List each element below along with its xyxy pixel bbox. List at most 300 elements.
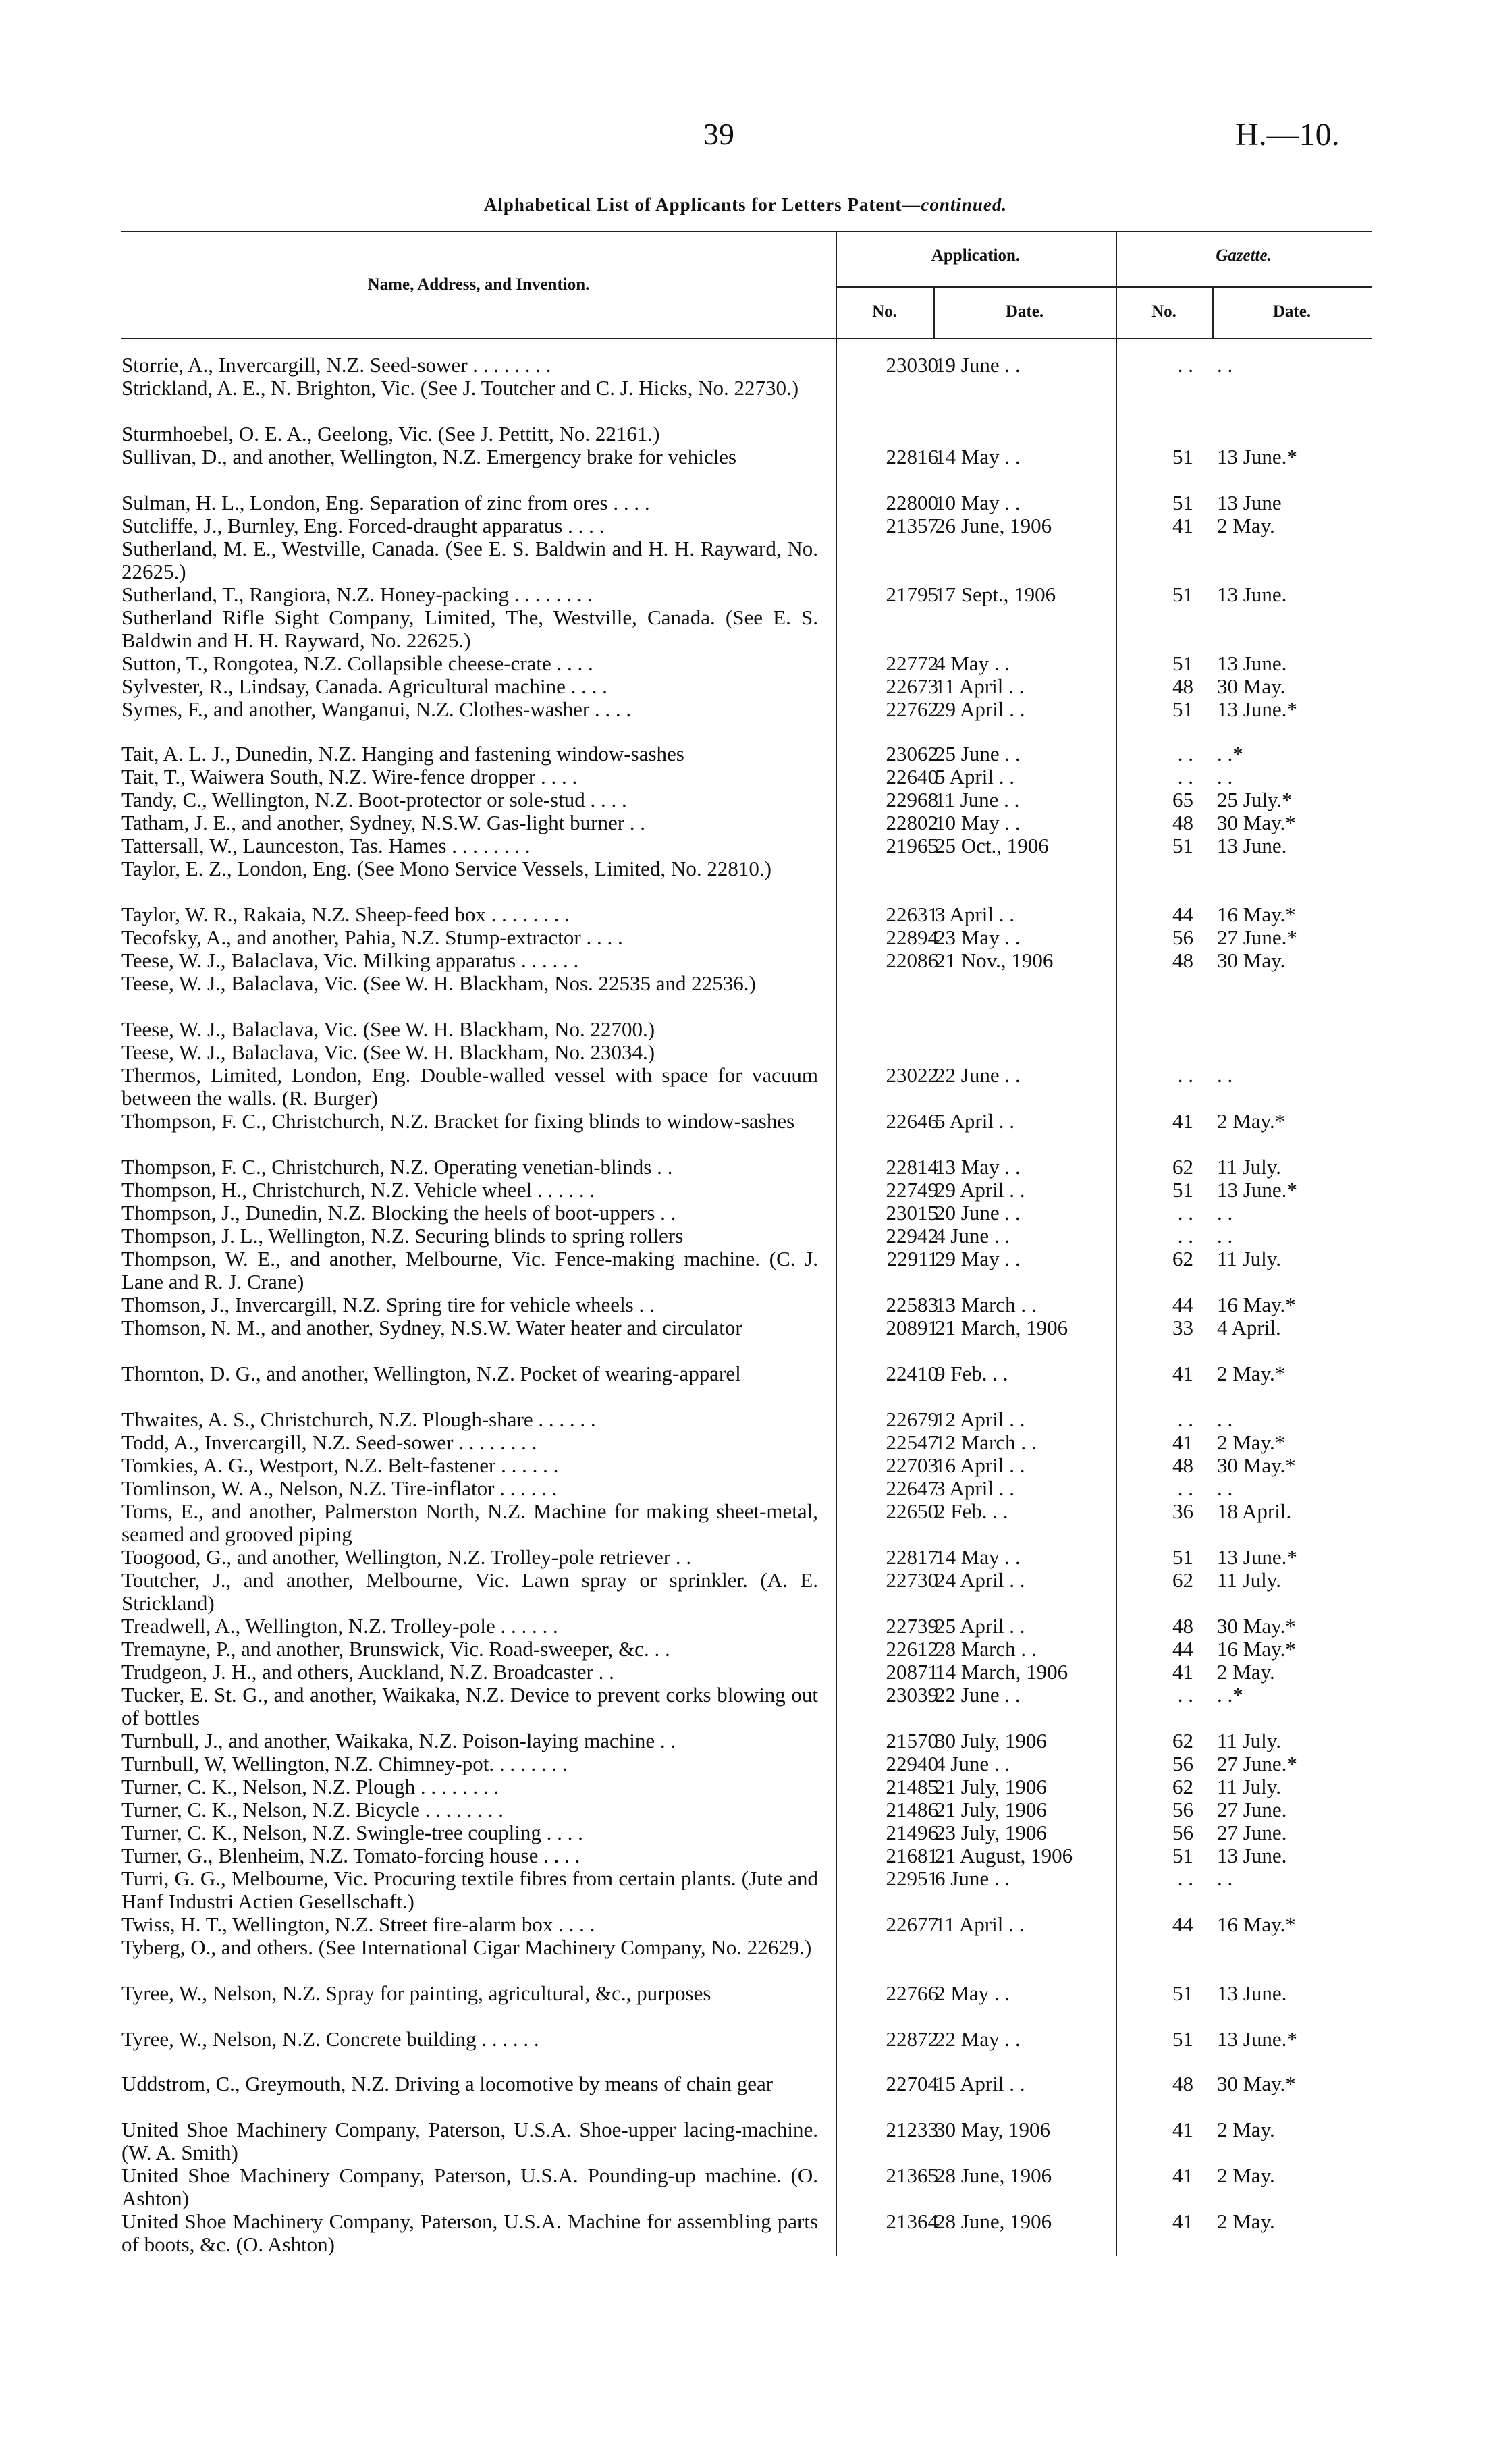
- applicant-entry: Symes, F., and another, Wanganui, N.Z. Clothes-washer . . . .: [121, 697, 632, 721]
- table-row: [0, 491, 1491, 514]
- gazette-number: 33: [1172, 1316, 1193, 1339]
- gazette-number: 41: [1172, 514, 1193, 537]
- table-row: [0, 2028, 1491, 2051]
- gazette-number: 51: [1172, 834, 1193, 857]
- application-number: 22086: [886, 948, 938, 972]
- table-row: [0, 514, 1491, 537]
- gazette-number: 62: [1172, 1568, 1193, 1592]
- application-date: 17 Sept., 1906: [935, 583, 1056, 606]
- application-date: 28 June, 1906: [935, 2209, 1052, 2233]
- application-number: 22942: [886, 1224, 938, 1248]
- gazette-number: 62: [1172, 1775, 1193, 1798]
- gazette-date: 27 June.: [1217, 1798, 1287, 1821]
- application-number: 22802: [886, 811, 938, 834]
- application-date: 9 Feb. . .: [935, 1362, 1008, 1385]
- application-number: 22583: [886, 1293, 938, 1316]
- gazette-number: 51: [1172, 583, 1193, 606]
- gazette-number: 51: [1172, 2027, 1193, 2051]
- gazette-date: 27 June.*: [1217, 926, 1297, 949]
- applicant-entry: Thompson, F. C., Christchurch, N.Z. Bracket for fixing blinds to window-sashes: [121, 1109, 795, 1133]
- application-date: 23 July, 1906: [935, 1821, 1047, 1844]
- gazette-number: 56: [1172, 1798, 1193, 1821]
- gazette-date: 13 June.*: [1217, 2027, 1297, 2051]
- application-number: 22640: [886, 765, 938, 788]
- applicant-entry: Teese, W. J., Balaclava, Vic. (See W. H. Blackham, No. 23034.): [121, 1040, 655, 1064]
- gazette-date: 13 June.: [1217, 834, 1287, 857]
- table-row: [0, 857, 1491, 903]
- applicant-entry: Tait, T., Waiwera South, N.Z. Wire-fence dropper . . . .: [121, 765, 578, 788]
- applicant-entry: Sutherland, M. E., Westville, Canada. (See E. S. Baldwin and H. H. Rayward, No. 22625.): [121, 537, 818, 583]
- gazette-number: 41: [1172, 1109, 1193, 1133]
- gazette-date: . .: [1217, 1201, 1233, 1225]
- gazette-date: 30 May.: [1217, 948, 1286, 972]
- application-number: 21365: [886, 2164, 938, 2187]
- gazette-number: . .: [1177, 1408, 1193, 1431]
- application-date: 19 June . .: [935, 353, 1021, 377]
- header-top-rule: [121, 231, 1372, 232]
- header-gaz-no: No.: [1151, 302, 1176, 321]
- gazette-number: 48: [1172, 2072, 1193, 2095]
- application-number: 22679: [886, 1408, 938, 1431]
- gazette-number: 56: [1172, 1752, 1193, 1775]
- table-row: [0, 1156, 1491, 1179]
- applicant-entry: Tecofsky, A., and another, Pahia, N.Z. Stump-extractor . . . .: [121, 926, 623, 949]
- gazette-date: 16 May.*: [1217, 1293, 1296, 1316]
- table-row: [0, 1179, 1491, 1202]
- application-number: 23022: [886, 1063, 938, 1087]
- gazette-number: 51: [1172, 491, 1193, 514]
- applicant-entry: Twiss, H. T., Wellington, N.Z. Street fire-alarm box . . . .: [121, 1912, 595, 1936]
- table-row: [0, 2210, 1491, 2256]
- application-number: 22940: [886, 1752, 938, 1775]
- application-date: 29 May . .: [935, 1247, 1021, 1270]
- application-date: 3 April . .: [935, 903, 1014, 926]
- gazette-number: . .: [1177, 1063, 1193, 1087]
- application-date: 4 June . .: [935, 1224, 1010, 1248]
- table-row: [0, 1225, 1491, 1248]
- gazette-date: 11 July.: [1217, 1775, 1282, 1798]
- applicant-entry: Sulman, H. L., London, Eng. Separation of zinc from ores . . . .: [121, 491, 650, 514]
- gazette-date: . .: [1217, 765, 1233, 788]
- applicant-entry: United Shoe Machinery Company, Paterson, U.S.A. Shoe-upper lacing-machine. (W. A. Smith): [121, 2118, 818, 2164]
- application-number: 22951: [886, 1867, 938, 1890]
- applicant-entry: Turri, G. G., Melbourne, Vic. Procuring textile fibres from certain plants. (Jute and Hanf Industri Actien Gesellschaft.): [121, 1867, 818, 1913]
- application-number: 22631: [886, 903, 938, 926]
- application-date: 25 Oct., 1906: [935, 834, 1049, 857]
- application-number: 22817: [886, 1545, 938, 1569]
- application-date: 30 May, 1906: [935, 2118, 1051, 2141]
- page-number: 39: [703, 117, 734, 151]
- table-row: [0, 788, 1491, 811]
- table-row: [0, 1775, 1491, 1798]
- application-number: 20871: [886, 1660, 938, 1684]
- table-row: [0, 537, 1491, 583]
- application-date: 25 June . .: [935, 742, 1021, 766]
- applicant-entry: Thornton, D. G., and another, Wellington, N.Z. Pocket of wearing-apparel: [121, 1362, 741, 1385]
- gazette-date: 11 July.: [1217, 1729, 1282, 1752]
- gazette-date: 13 June.: [1217, 1981, 1287, 2005]
- table-row: [0, 926, 1491, 949]
- table-row: [0, 1569, 1491, 1615]
- gazette-date: 2 May.: [1217, 2164, 1275, 2187]
- applicant-entry: Thompson, F. C., Christchurch, N.Z. Operating venetian-blinds . .: [121, 1155, 673, 1179]
- table-row: [0, 1064, 1491, 1110]
- gazette-date: . .: [1217, 1867, 1233, 1890]
- gazette-date: 13 June.*: [1217, 445, 1297, 468]
- gazette-date: . .*: [1217, 1683, 1243, 1707]
- application-date: 20 June . .: [935, 1201, 1021, 1225]
- application-number: 22730: [886, 1568, 938, 1592]
- application-number: 22814: [886, 1155, 938, 1179]
- gazette-number: . .: [1177, 742, 1193, 766]
- table-row: [0, 1477, 1491, 1500]
- table-row: [0, 1316, 1491, 1362]
- gazette-number: 56: [1172, 1821, 1193, 1844]
- application-date: 23 May . .: [935, 926, 1021, 949]
- application-underline: [836, 286, 1372, 288]
- applicant-entry: Turnbull, J., and another, Waikaka, N.Z. Poison-laying machine . .: [121, 1729, 676, 1752]
- gazette-number: 44: [1172, 903, 1193, 926]
- gazette-number: 36: [1172, 1499, 1193, 1523]
- applicant-entry: Teese, W. J., Balaclava, Vic. (See W. H. Blackham, No. 22700.): [121, 1017, 655, 1041]
- table-row: [0, 1730, 1491, 1752]
- application-number: 21485: [886, 1775, 938, 1798]
- applicant-entry: Storrie, A., Invercargill, N.Z. Seed-sower . . . . . . . .: [121, 353, 551, 377]
- gazette-number: 41: [1172, 2209, 1193, 2233]
- page-title-suffix: —continued.: [902, 194, 1008, 215]
- table-row: [0, 423, 1491, 446]
- application-date: 26 June, 1906: [935, 514, 1052, 537]
- application-date: 10 May . .: [935, 811, 1021, 834]
- gazette-number: 48: [1172, 1453, 1193, 1477]
- application-date: 12 March . .: [935, 1430, 1037, 1454]
- header-gaz-date: Date.: [1272, 302, 1311, 321]
- application-date: 15 April . .: [935, 2072, 1025, 2095]
- applicant-entry: Turner, C. K., Nelson, N.Z. Swingle-tree coupling . . . .: [121, 1821, 583, 1844]
- applicant-entry: Thomson, J., Invercargill, N.Z. Spring tire for vehicle wheels . .: [121, 1293, 655, 1316]
- applicant-entry: Sutherland, T., Rangiora, N.Z. Honey-packing . . . . . . . .: [121, 583, 593, 606]
- table-row: [0, 1293, 1491, 1316]
- table-row: [0, 972, 1491, 1018]
- application-date: 13 March . .: [935, 1293, 1037, 1316]
- applicant-entry: Todd, A., Invercargill, N.Z. Seed-sower . . . . . . . .: [121, 1430, 537, 1454]
- application-date: 11 April . .: [935, 674, 1025, 698]
- gazette-date: 30 May.*: [1217, 2072, 1296, 2095]
- application-number: 22968: [886, 788, 938, 811]
- gazette-date: 13 June.*: [1217, 697, 1297, 721]
- gazette-number: 41: [1172, 1430, 1193, 1454]
- table-row: [0, 1661, 1491, 1684]
- application-number: 22872: [886, 2027, 938, 2051]
- application-date: 21 July, 1906: [935, 1775, 1047, 1798]
- gazette-date: 18 April.: [1217, 1499, 1292, 1523]
- application-number: 21681: [886, 1844, 938, 1867]
- application-number: 22647: [886, 1476, 938, 1500]
- applicant-entry: Tucker, E. St. G., and another, Waikaka, N.Z. Device to prevent corks blowing out of bottles: [121, 1683, 818, 1730]
- applicant-entry: Thompson, W. E., and another, Melbourne, Vic. Fence-making machine. (C. J. Lane and R. J. Crane): [121, 1247, 818, 1293]
- application-date: 5 April . .: [935, 1109, 1014, 1133]
- applicant-entry: Thompson, J. L., Wellington, N.Z. Securing blinds to spring rollers: [121, 1224, 684, 1248]
- gazette-date: . .: [1217, 1063, 1233, 1087]
- application-number: 22800: [886, 491, 938, 514]
- gazette-number: 62: [1172, 1247, 1193, 1270]
- applicant-entry: Thomson, N. M., and another, Sydney, N.S.W. Water heater and circulator: [121, 1316, 742, 1339]
- table-row: [0, 811, 1491, 834]
- applicant-entry: Thompson, J., Dunedin, N.Z. Blocking the heels of boot-uppers . .: [121, 1201, 676, 1225]
- page-title-text: Alphabetical List of Applicants for Letters Patent: [483, 194, 902, 215]
- application-date: 4 June . .: [935, 1752, 1010, 1775]
- gazette-date: 25 July.*: [1217, 788, 1293, 811]
- table-row: [0, 1684, 1491, 1730]
- gazette-number: . .: [1177, 765, 1193, 788]
- application-number: 21570: [886, 1729, 938, 1752]
- header-app-date: Date.: [1005, 302, 1044, 321]
- application-number: 22894: [886, 926, 938, 949]
- applicant-entry: Trudgeon, J. H., and others, Auckland, N.Z. Broadcaster . .: [121, 1660, 614, 1684]
- table-row: [0, 766, 1491, 788]
- gazette-date: . .: [1217, 353, 1233, 377]
- gazette-number: . .: [1177, 1867, 1193, 1890]
- application-number: 22816: [886, 445, 938, 468]
- gazette-date: 13 June.: [1217, 1844, 1287, 1867]
- table-row: [0, 1798, 1491, 1821]
- application-date: 28 June, 1906: [935, 2164, 1052, 2187]
- gazette-number: 41: [1172, 1362, 1193, 1385]
- application-date: 22 June . .: [935, 1063, 1021, 1087]
- table-row: [0, 1936, 1491, 1982]
- application-number: 22762: [886, 697, 938, 721]
- table-row: [0, 743, 1491, 766]
- application-date: 29 April . .: [935, 697, 1025, 721]
- applicant-entry: Tait, A. L. J., Dunedin, N.Z. Hanging and fastening window-sashes: [121, 742, 684, 766]
- table-row: [0, 1821, 1491, 1844]
- application-number: 21364: [886, 2209, 938, 2233]
- table-row: [0, 1431, 1491, 1454]
- gazette-number: . .: [1177, 1683, 1193, 1707]
- table-row: [0, 1018, 1491, 1041]
- application-number: 22677: [886, 1912, 938, 1936]
- table-row: [0, 2072, 1491, 2118]
- gazette-date: 2 May.: [1217, 514, 1275, 537]
- table-row: [0, 1454, 1491, 1477]
- application-date: 3 April . .: [935, 1476, 1014, 1500]
- gazette-number: 51: [1172, 1981, 1193, 2005]
- gazette-date: 13 June.: [1217, 583, 1287, 606]
- gazette-number: . .: [1177, 1476, 1193, 1500]
- table-row: [0, 1752, 1491, 1775]
- table-row: [0, 354, 1491, 377]
- table-row: [0, 834, 1491, 857]
- application-number: 22739: [886, 1614, 938, 1638]
- gazette-number: 51: [1172, 1178, 1193, 1202]
- gazette-number: 48: [1172, 674, 1193, 698]
- applicant-entry: Thermos, Limited, London, Eng. Double-walled vessel with space for vacuum between the walls. (R. Burger): [121, 1063, 818, 1110]
- application-number: 22646: [886, 1109, 938, 1133]
- application-date: 22 May . .: [935, 2027, 1021, 2051]
- applicant-entry: Sylvester, R., Lindsay, Canada. Agricultural machine . . . .: [121, 674, 607, 698]
- header-gazette: Gazette.: [1216, 246, 1272, 265]
- application-number: 22673: [886, 674, 938, 698]
- application-number: 21795: [886, 583, 938, 606]
- gazette-number: 51: [1172, 651, 1193, 675]
- application-date: 13 May . .: [935, 1155, 1021, 1179]
- table-row: [0, 606, 1491, 652]
- applicant-entry: Tyree, W., Nelson, N.Z. Concrete building . . . . . .: [121, 2027, 539, 2051]
- gazette-date: 16 May.*: [1217, 1637, 1296, 1661]
- application-date: 24 April . .: [935, 1568, 1025, 1592]
- application-number: 21496: [886, 1821, 938, 1844]
- application-date: 21 March, 1906: [935, 1316, 1068, 1339]
- gazette-date: 2 May.*: [1217, 1109, 1286, 1133]
- application-date: 30 July, 1906: [935, 1729, 1047, 1752]
- gazette-date: . .: [1217, 1408, 1233, 1431]
- application-number: 22612: [886, 1637, 938, 1661]
- application-date: 22 June . .: [935, 1683, 1021, 1707]
- gazette-date: 2 May.: [1217, 2209, 1275, 2233]
- applicant-entry: Tomlinson, W. A., Nelson, N.Z. Tire-inflator . . . . . .: [121, 1476, 558, 1500]
- applicant-entry: Tremayne, P., and another, Brunswick, Vic. Road-sweeper, &c. . .: [121, 1637, 670, 1661]
- gazette-date: 2 May.: [1217, 2118, 1275, 2141]
- gazette-date: 11 July.: [1217, 1247, 1282, 1270]
- table-row: [0, 377, 1491, 423]
- gazette-number: . .: [1177, 1224, 1193, 1248]
- gazette-date: 4 April.: [1217, 1316, 1281, 1339]
- gazette-number: 62: [1172, 1729, 1193, 1752]
- table-row: [0, 583, 1491, 606]
- table-row: [0, 446, 1491, 491]
- application-number: 23039: [886, 1683, 938, 1707]
- page-title: [0, 194, 1491, 215]
- application-date: 21 August, 1906: [935, 1844, 1073, 1867]
- header-application: Application.: [931, 246, 1021, 265]
- applicant-entry: Teese, W. J., Balaclava, Vic. Milking apparatus . . . . . .: [121, 948, 579, 972]
- gazette-number: . .: [1177, 1201, 1193, 1225]
- gazette-number: 51: [1172, 1844, 1193, 1867]
- table-row: [0, 949, 1491, 972]
- table-row: [0, 652, 1491, 675]
- applicant-entry: Turner, G., Blenheim, N.Z. Tomato-forcing house . . . .: [121, 1844, 580, 1867]
- document-reference: H.—10.: [1235, 117, 1340, 153]
- application-number: 22410: [886, 1362, 938, 1385]
- table-row: [0, 698, 1491, 721]
- gazette-date: 13 June.*: [1217, 1545, 1297, 1569]
- applicant-table: [0, 354, 1491, 2256]
- gazette-number: 44: [1172, 1637, 1193, 1661]
- table-row: [0, 675, 1491, 698]
- application-number: 22766: [886, 1981, 938, 2005]
- gazette-date: 11 July.: [1217, 1568, 1282, 1592]
- gazette-number: 51: [1172, 697, 1193, 721]
- gazette-date: 13 June.: [1217, 651, 1287, 675]
- application-date: 25 April . .: [935, 1614, 1025, 1638]
- table-row: [0, 1500, 1491, 1546]
- applicant-entry: Tyree, W., Nelson, N.Z. Spray for painting, agricultural, &c., purposes: [121, 1981, 711, 2005]
- applicant-entry: Strickland, A. E., N. Brighton, Vic. (See J. Toutcher and C. J. Hicks, No. 22730.): [121, 376, 799, 400]
- table-row: [0, 2164, 1491, 2210]
- table-row: [0, 1638, 1491, 1661]
- application-number: 22650: [886, 1499, 938, 1523]
- application-date: 28 March . .: [935, 1637, 1037, 1661]
- gazette-date: 16 May.*: [1217, 903, 1296, 926]
- gazette-date: 2 May.: [1217, 1660, 1275, 1684]
- gazette-date: 30 May.: [1217, 674, 1286, 698]
- gazette-date: 11 July.: [1217, 1155, 1282, 1179]
- application-date: 2 May . .: [935, 1981, 1010, 2005]
- application-number: 22772: [886, 651, 938, 675]
- table-row: [0, 1913, 1491, 1936]
- table-row: [0, 1408, 1491, 1431]
- applicant-entry: United Shoe Machinery Company, Paterson, U.S.A. Pounding-up machine. (O. Ashton): [121, 2164, 818, 2210]
- gazette-number: 44: [1172, 1912, 1193, 1936]
- table-row: [0, 1110, 1491, 1156]
- table-row: [0, 1867, 1491, 1913]
- application-date: 14 May . .: [935, 445, 1021, 468]
- applicant-entry: Turnbull, W, Wellington, N.Z. Chimney-pot. . . . . . . .: [121, 1752, 568, 1775]
- application-number: 23062: [886, 742, 938, 766]
- gazette-date: 30 May.*: [1217, 811, 1296, 834]
- application-date: 5 April . .: [935, 765, 1014, 788]
- table-row: [0, 1041, 1491, 1064]
- gazette-number: 48: [1172, 1614, 1193, 1638]
- application-date: 11 April . .: [935, 1912, 1025, 1936]
- application-date: 10 May . .: [935, 491, 1021, 514]
- application-number: 23030: [886, 353, 938, 377]
- application-number: 21965: [886, 834, 938, 857]
- gazette-number: 62: [1172, 1155, 1193, 1179]
- application-number: 20891: [886, 1316, 938, 1339]
- application-date: 14 March, 1906: [935, 1660, 1068, 1684]
- gazette-date: 27 June.*: [1217, 1752, 1297, 1775]
- applicant-entry: Tyberg, O., and others. (See International Cigar Machinery Company, No. 22629.): [121, 1935, 812, 1959]
- table-row: [0, 1546, 1491, 1569]
- applicant-entry: Thwaites, A. S., Christchurch, N.Z. Plough-share . . . . . .: [121, 1408, 596, 1431]
- gazette-date: 2 May.*: [1217, 1430, 1286, 1454]
- application-date: 29 April . .: [935, 1178, 1025, 1202]
- application-number: 23015: [886, 1201, 938, 1225]
- applicant-entry: Thompson, H., Christchurch, N.Z. Vehicle wheel . . . . . .: [121, 1178, 595, 1202]
- applicant-entry: Toogood, G., and another, Wellington, N.Z. Trolley-pole retriever . .: [121, 1545, 692, 1569]
- applicant-entry: Toutcher, J., and another, Melbourne, Vic. Lawn spray or sprinkler. (A. E. Strickland): [121, 1568, 818, 1615]
- applicant-entry: Teese, W. J., Balaclava, Vic. (See W. H. Blackham, Nos. 22535 and 22536.): [121, 971, 756, 995]
- gazette-date: 30 May.*: [1217, 1614, 1296, 1638]
- application-number: 22911: [886, 1247, 938, 1270]
- applicant-entry: Sullivan, D., and another, Wellington, N.Z. Emergency brake for vehicles: [121, 445, 737, 468]
- application-date: 14 May . .: [935, 1545, 1021, 1569]
- table-row: [0, 1982, 1491, 2028]
- gazette-number: 48: [1172, 811, 1193, 834]
- applicant-entry: Treadwell, A., Wellington, N.Z. Trolley-pole . . . . . .: [121, 1614, 558, 1638]
- applicant-entry: Toms, E., and another, Palmerston North, N.Z. Machine for making sheet-metal, seamed and grooved piping: [121, 1499, 818, 1546]
- application-date: 11 June . .: [935, 788, 1020, 811]
- gazette-number: 51: [1172, 1545, 1193, 1569]
- gazette-date: 27 June.: [1217, 1821, 1287, 1844]
- gazette-number: . .: [1177, 353, 1193, 377]
- gazette-date: 16 May.*: [1217, 1912, 1296, 1936]
- application-number: 21486: [886, 1798, 938, 1821]
- application-date: 12 April . .: [935, 1408, 1025, 1431]
- gazette-number: 41: [1172, 2118, 1193, 2141]
- applicant-entry: Tandy, C., Wellington, N.Z. Boot-protector or sole-stud . . . .: [121, 788, 627, 811]
- applicant-entry: Tomkies, A. G., Westport, N.Z. Belt-fastener . . . . . .: [121, 1453, 559, 1477]
- gazette-date: 30 May.*: [1217, 1453, 1296, 1477]
- application-number: 22547: [886, 1430, 938, 1454]
- application-number: 22749: [886, 1178, 938, 1202]
- table-row: [0, 2118, 1491, 2164]
- gazette-number: 65: [1172, 788, 1193, 811]
- table-row: [0, 1248, 1491, 1293]
- header-app-no: No.: [872, 302, 897, 321]
- applicant-entry: Turner, C. K., Nelson, N.Z. Bicycle . . . . . . . .: [121, 1798, 504, 1821]
